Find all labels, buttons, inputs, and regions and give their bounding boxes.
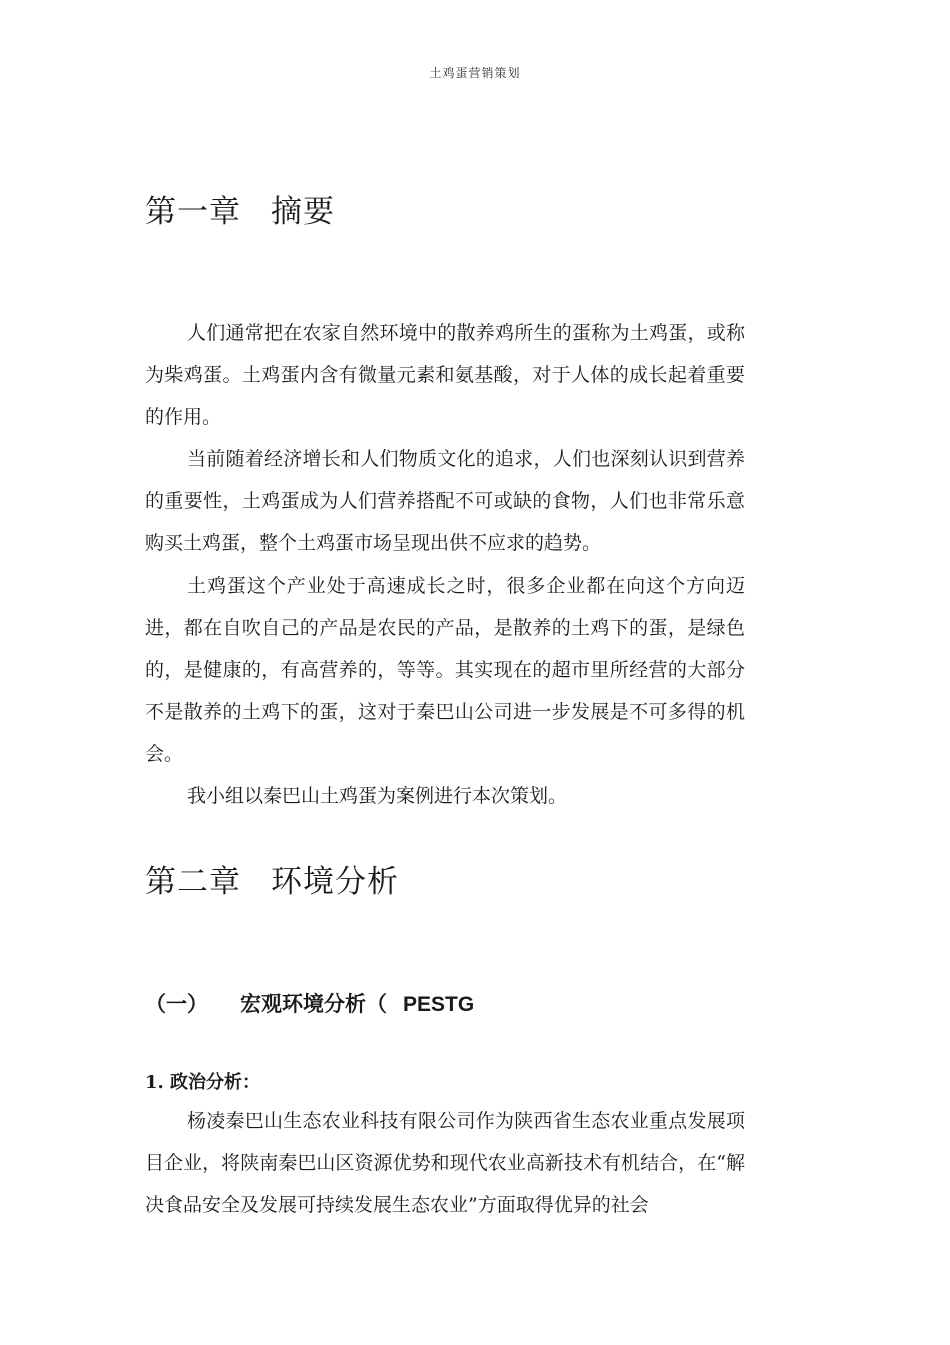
chapter-2-title (145, 856, 399, 901)
abstract-paragraph-4: 我小组以秦巴山土鸡蛋为案例进行本次策划。 (187, 785, 568, 807)
subsection-heading-politics: 1. 政治分析： (145, 1072, 261, 1093)
section-number: （一） (145, 991, 208, 1016)
abstract-paragraph-1: 人们通常把在农家自然环境中的散养鸡所生的蛋称为土鸡蛋，或称为柴鸡蛋。土鸡蛋内含有微量元素和氨基酸，对于人体的成长起着重要的作用。 (145, 322, 745, 428)
section-heading-macro-environment (145, 988, 474, 1018)
chapter-2-number: 第二章 (145, 864, 241, 900)
abstract-paragraph-3: 土鸡蛋这个产业处于高速成长之时，很多企业都在向这个方向迈进，都在自吹自己的产品是农民的产品，是散养的土鸡下的蛋，是绿色的，是健康的，有高营养的，等等。其实现在的超市里所经营的大部分不是散养的土鸡下的蛋，这对于秦巴山公司进一步发展是不可多得的机会。 (145, 575, 745, 765)
section-acronym: PESTG (403, 993, 475, 1016)
abstract-paragraph-2: 当前随着经济增长和人们物质文化的追求，人们也深刻认识到营养的重要性，土鸡蛋成为人们营养搭配不可或缺的食物，人们也非常乐意购买土鸡蛋，整个土鸡蛋市场呈现出供不应求的趋势。 (145, 448, 745, 554)
chapter-2-name: 环境分析 (271, 864, 399, 900)
chapter-1-number: 第一章 (145, 194, 241, 230)
chapter-1-title (145, 186, 335, 231)
section-title: 宏观环境分析（ (240, 991, 387, 1016)
chapter-1-name: 摘要 (271, 194, 335, 230)
politics-paragraph: 杨凌秦巴山生态农业科技有限公司作为陕西省生态农业重点发展项目企业，将陕南秦巴山区资源优势和现代农业高新技术有机结合，在“解决食品安全及发展可持续发展生态农业”方面取得优异的社会 (145, 1110, 745, 1216)
running-header: 土鸡蛋营销策划 (429, 66, 521, 80)
